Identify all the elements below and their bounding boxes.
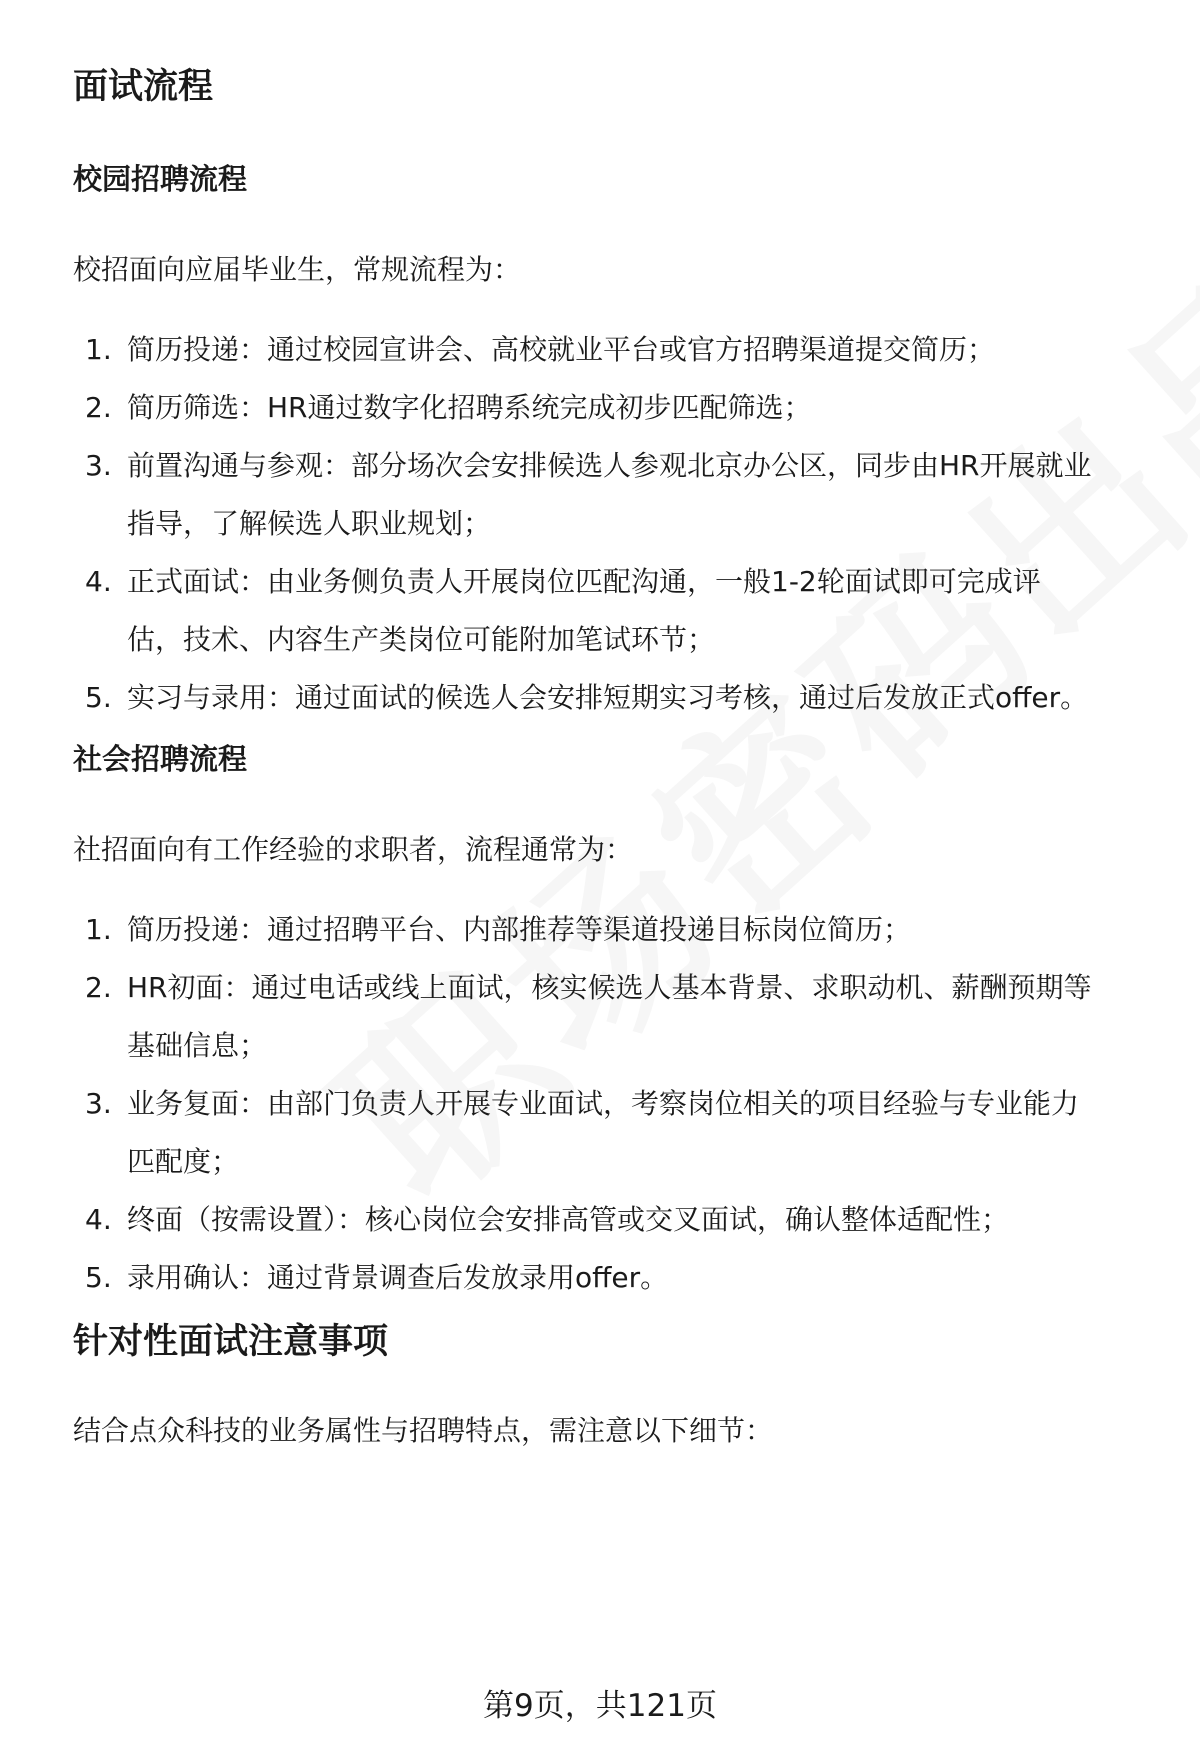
social-steps-list [73,901,1160,1307]
section-title-notes: 针对性面试注意事项 [73,1322,389,1362]
section-title-interview-process: 面试流程 [73,67,214,107]
page-number-footer: 第9页，共121页 [483,1688,717,1724]
subsection-title-social: 社会招聘流程 [73,742,248,776]
list-item: 4. 终面（按需设置）：核心岗位会安排高管或交叉面试，确认整体适配性； [85,1203,1010,1236]
list-item: 3. 前置沟通与参观：部分场次会安排候选人参观北京办公区，同步由HR开展就业 指导，了解候选人职业规划； [85,449,1092,540]
subsection-title-campus: 校园招聘流程 [73,162,248,196]
list-item: 5. 录用确认：通过背景调查后发放录用offer。 [85,1261,669,1294]
social-intro: 社招面向有工作经验的求职者，流程通常为： [73,833,634,866]
list-item: 3. 业务复面：由部门负责人开展专业面试，考察岗位相关的项目经验与专业能力 匹配度； [85,1087,1080,1178]
list-item: 2. 简历筛选：HR通过数字化招聘系统完成初步匹配筛选； [85,391,812,424]
list-item: 1. 简历投递：通过招聘平台、内部推荐等渠道投递目标岗位简历； [85,913,912,946]
list-item: 5. 实习与录用：通过面试的候选人会安排短期实习考核，通过后发放正式offer。 [85,681,1089,714]
campus-steps-list [73,321,1160,727]
list-item: 2. HR初面：通过电话或线上面试，核实候选人基本背景、求职动机、薪酬预期等 基础信息； [85,971,1092,1062]
notes-intro: 结合点众科技的业务属性与招聘特点，需注意以下细节： [73,1414,774,1447]
campus-intro: 校招面向应届毕业生，常规流程为： [73,253,522,286]
list-item: 4. 正式面试：由业务侧负责人开展岗位匹配沟通，一般1-2轮面试即可完成评 估，技术、内容生产类岗位可能附加笔试环节； [85,565,1041,656]
list-item: 1. 简历投递：通过校园宣讲会、高校就业平台或官方招聘渠道提交简历； [85,333,996,366]
